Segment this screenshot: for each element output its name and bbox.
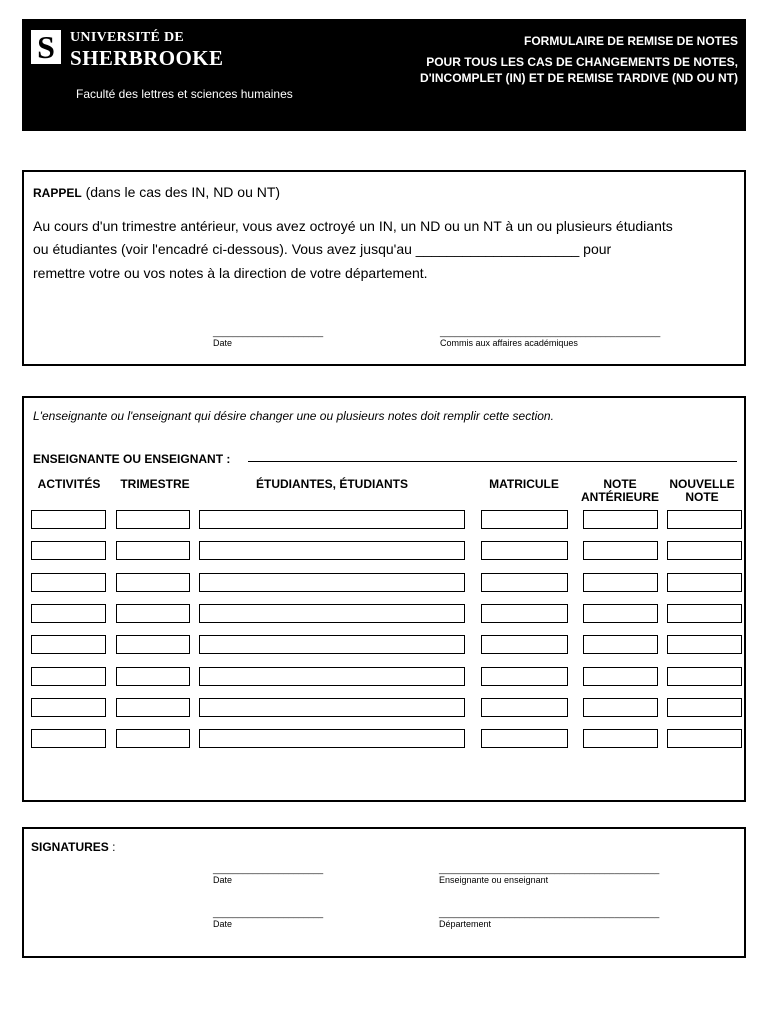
nouvelle-note-field[interactable] — [667, 573, 742, 592]
signature-departement-line: ____________________________________________ — [439, 908, 660, 918]
signature-enseignant[interactable] — [439, 864, 659, 886]
trimestre-field[interactable] — [116, 541, 190, 560]
column-header-etudiants: ÉTUDIANTES, ÉTUDIANTS — [255, 477, 408, 491]
etudiant-field[interactable] — [199, 729, 465, 748]
university-name-line2: SHERBROOKE — [70, 46, 224, 70]
faculty-name: Faculté des lettres et sciences humaines — [76, 87, 293, 101]
activites-field[interactable] — [31, 667, 106, 686]
column-header-nouvelle-note — [666, 478, 738, 504]
nouvelle-note-field[interactable] — [667, 698, 742, 717]
nouvelle-note-field[interactable] — [667, 667, 742, 686]
etudiant-field[interactable] — [199, 573, 465, 592]
etudiant-field[interactable] — [199, 698, 465, 717]
signature-date-1-label: Date — [213, 875, 233, 885]
matricule-field[interactable] — [481, 729, 568, 748]
etudiant-field[interactable] — [199, 510, 465, 529]
signatures-label-suffix: : — [108, 840, 116, 854]
column-header-activites: ACTIVITÉS — [37, 477, 101, 491]
rappel-body-line3: remettre votre ou vos notes à la direction de votre département. — [33, 265, 428, 281]
signatures-section — [22, 827, 746, 958]
column-header-nouvelle-note-line2: NOTE — [685, 490, 719, 504]
teacher-name-field[interactable] — [248, 461, 737, 462]
activites-field[interactable] — [31, 573, 106, 592]
trimestre-field[interactable] — [116, 635, 190, 654]
university-logo: S — [31, 30, 61, 64]
rappel-date-signature[interactable] — [213, 327, 323, 349]
note-anterieure-field[interactable] — [583, 510, 658, 529]
column-header-note-anterieure-line1: NOTE — [603, 477, 637, 491]
university-name-line1: UNIVERSITÉ DE — [70, 30, 184, 45]
matricule-field[interactable] — [481, 667, 568, 686]
trimestre-field[interactable] — [116, 667, 190, 686]
note-anterieure-field[interactable] — [583, 729, 658, 748]
note-anterieure-field[interactable] — [583, 573, 658, 592]
nouvelle-note-field[interactable] — [667, 541, 742, 560]
matricule-field[interactable] — [481, 510, 568, 529]
activites-field[interactable] — [31, 698, 106, 717]
matricule-field[interactable] — [481, 698, 568, 717]
trimestre-field[interactable] — [116, 510, 190, 529]
signature-enseignant-line: ____________________________________________ — [439, 864, 660, 874]
rappel-date-label: Date — [213, 338, 233, 348]
section-instruction: L'enseignante ou l'enseignant qui désire changer une ou plusieurs notes doit remplir cette section. — [33, 409, 554, 423]
rappel-commis-label: Commis aux affaires académiques — [440, 338, 578, 348]
note-anterieure-field[interactable] — [583, 635, 658, 654]
trimestre-field[interactable] — [116, 573, 190, 592]
signature-departement[interactable] — [439, 908, 659, 930]
column-header-trimestre: TRIMESTRE — [120, 477, 190, 491]
nouvelle-note-field[interactable] — [667, 729, 742, 748]
teacher-label: ENSEIGNANTE OU ENSEIGNANT : — [33, 452, 231, 466]
trimestre-field[interactable] — [116, 698, 190, 717]
rappel-label: RAPPEL — [33, 186, 82, 200]
activites-field[interactable] — [31, 541, 106, 560]
signature-date-1[interactable] — [213, 864, 323, 886]
nouvelle-note-field[interactable] — [667, 635, 742, 654]
grade-change-section — [22, 396, 746, 802]
matricule-field[interactable] — [481, 604, 568, 623]
signature-date-1-line: ______________________ — [213, 864, 324, 874]
etudiant-field[interactable] — [199, 635, 465, 654]
column-header-matricule: MATRICULE — [489, 477, 559, 491]
note-anterieure-field[interactable] — [583, 698, 658, 717]
signature-date-2-label: Date — [213, 919, 233, 929]
activites-field[interactable] — [31, 604, 106, 623]
rappel-commis-signature[interactable] — [440, 327, 660, 349]
rappel-label-suffix: (dans le cas des IN, ND ou NT) — [81, 184, 281, 200]
nouvelle-note-field[interactable] — [667, 604, 742, 623]
signature-date-2[interactable] — [213, 908, 323, 930]
signature-departement-label: Département — [439, 919, 492, 929]
rappel-body-line2: ou étudiantes (voir l'encadré ci-dessous). Vous avez jusqu'au _____________________ pour — [33, 241, 612, 257]
note-anterieure-field[interactable] — [583, 541, 658, 560]
rappel-body-line1: Au cours d'un trimestre antérieur, vous avez octroyé un IN, un ND ou un NT à un ou plusieurs étudiants — [33, 218, 673, 234]
activites-field[interactable] — [31, 510, 106, 529]
rappel-section — [22, 170, 746, 366]
activites-field[interactable] — [31, 729, 106, 748]
signature-date-2-line: ______________________ — [213, 908, 324, 918]
matricule-field[interactable] — [481, 541, 568, 560]
nouvelle-note-field[interactable] — [667, 510, 742, 529]
etudiant-field[interactable] — [199, 604, 465, 623]
rappel-heading — [33, 184, 280, 200]
header-banner — [22, 19, 746, 131]
signatures-heading — [31, 840, 115, 854]
etudiant-field[interactable] — [199, 667, 465, 686]
note-anterieure-field[interactable] — [583, 667, 658, 686]
etudiant-field[interactable] — [199, 541, 465, 560]
form-subtitle-line2: D'INCOMPLET (IN) ET DE REMISE TARDIVE (ND OU NT) — [420, 71, 738, 85]
trimestre-field[interactable] — [116, 729, 190, 748]
matricule-field[interactable] — [481, 573, 568, 592]
matricule-field[interactable] — [481, 635, 568, 654]
signature-enseignant-label: Enseignante ou enseignant — [439, 875, 549, 885]
rappel-date-line: ______________________ — [213, 327, 324, 337]
column-header-nouvelle-note-line1: NOUVELLE — [669, 477, 735, 491]
column-header-note-anterieure-line2: ANTÉRIEURE — [580, 490, 659, 504]
note-anterieure-field[interactable] — [583, 604, 658, 623]
form-subtitle-line1: POUR TOUS LES CAS DE CHANGEMENTS DE NOTES, — [426, 55, 738, 69]
signatures-label: SIGNATURES — [31, 840, 109, 854]
activites-field[interactable] — [31, 635, 106, 654]
rappel-commis-line: ____________________________________________ — [440, 327, 661, 337]
column-header-note-anterieure — [580, 478, 660, 504]
trimestre-field[interactable] — [116, 604, 190, 623]
form-title: FORMULAIRE DE REMISE DE NOTES — [523, 34, 738, 48]
